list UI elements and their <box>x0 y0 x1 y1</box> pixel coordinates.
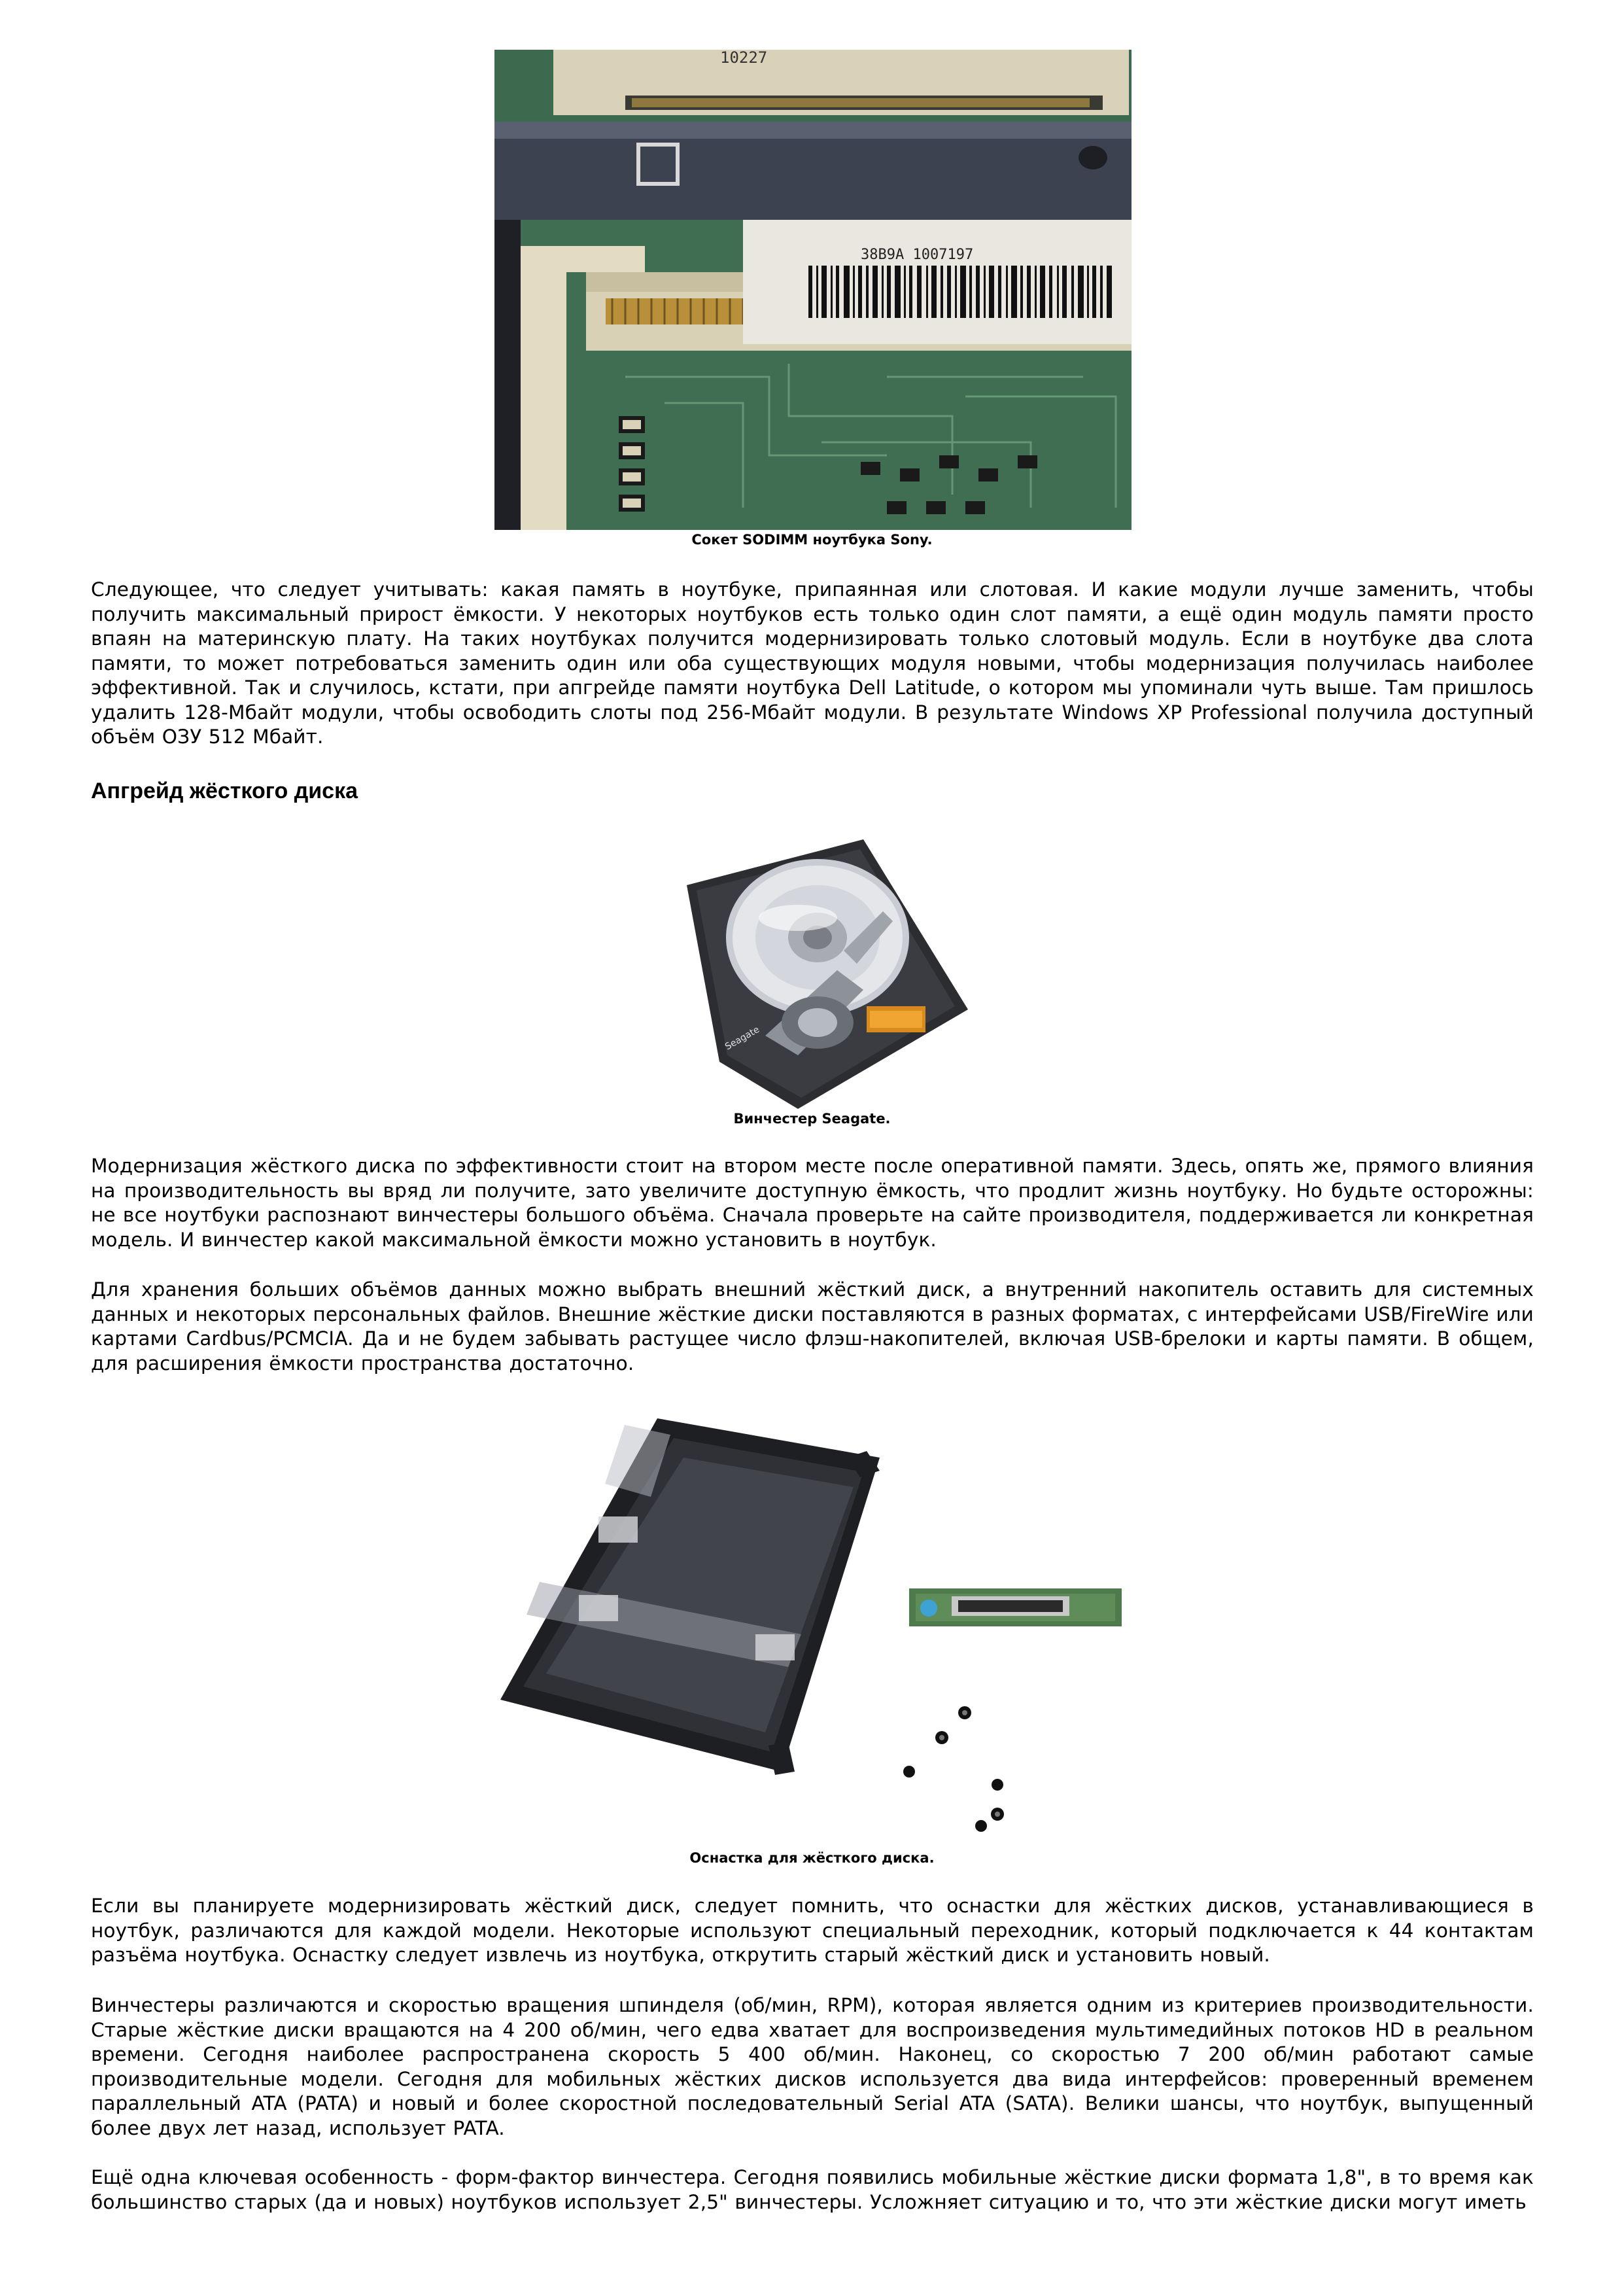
figure-sodimm-socket <box>0 50 1624 530</box>
figure-hard-drive-caddy <box>0 1418 1624 1845</box>
paragraph: Ещё одна ключевая особенность - форм-фактор винчестера. Сегодня появились мобильные жёсткие диски формата 1,8", в то время как большинство старых (да и новых) ноутбуков использует 2,5" винчестеры. Усложняет ситуацию и то, что эти жёсткие диски могут иметь <box>91 2166 1534 2213</box>
paragraph: Если вы планируете модернизировать жёсткий диск, следует помнить, что оснастки для жёстких дисков, устанавливающиеся в ноутбук, различаются для каждой модели. Некоторые используют специальный переходник, который подключается к 44 контактам разъёма ноутбука. Оснастку следует извлечь из ноутбука, открутить старый жёсткий диск и установить новый. <box>91 1895 1534 1966</box>
paragraph: Модернизация жёсткого диска по эффективности стоит на втором месте после оперативной памяти. Здесь, опять же, прямого влияния на производительность вы вряд ли получите, зато увеличите доступную ёмкость, что продлит жизнь ноутбуку. Но будьте осторожны: не все ноутбуки распознают винчестеры большого объёма. Сначала проверьте на сайте производителя, поддерживается ли конкретная модель. И винчестер какой максимальной ёмкости можно установить в ноутбук. <box>91 1155 1534 1251</box>
figure-text-barcode: 38B9A 1007197 <box>861 247 974 263</box>
paragraph: Следующее, что следует учитывать: какая память в ноутбуке, припаянная или слотовая. И какие модули лучше заменить, чтобы получить максимальный прирост ёмкости. У некоторых ноутбуков есть только один слот памяти, а ещё один модуль памяти просто впаян на материнскую плату. На таких ноутбуках получится модернизировать только слотовый модуль. Если в ноутбуке два слота памяти, то может потребоваться заменить один или оба существующих модуля новыми, чтобы модернизация получилась наиболее эффективной. Так и случилось, кстати, при апгрейде памяти ноутбука Dell Latitude, о котором мы упоминали чуть выше. Там пришлось удалить 128-Мбайт модули, чтобы освободить слоты под 256-Мбайт модули. В результате Windows XP Professional получила доступный объём ОЗУ 512 Мбайт. <box>91 578 1534 748</box>
hard-drive-photo <box>0 839 1624 1109</box>
figure-text-seagate: Seagate <box>723 1024 761 1053</box>
sodimm-socket-photo <box>0 50 1624 530</box>
hard-drive-caddy-photo <box>0 1418 1624 1845</box>
figure-caption: Оснастка для жёсткого диска. <box>689 1850 935 1866</box>
figure-caption: Сокет SODIMM ноутбука Sony. <box>691 532 933 548</box>
figure-text-10227: 10227 <box>720 50 768 67</box>
paragraph: Для хранения больших объёмов данных можно выбрать внешний жёсткий диск, а внутренний накопитель оставить для системных данных и некоторых персональных файлов. Внешние жёсткие диски поставляются в разных форматах, с интерфейсами USB/FireWire или картами Cardbus/PCMCIA. Да и не будем забывать растущее число флэш-накопителей, включая USB-брелоки и карты памяти. В общем, для расширения ёмкости пространства достаточно. <box>91 1278 1534 1375</box>
figure-hard-drive <box>0 839 1624 1109</box>
section-heading: Апгрейд жёсткого диска <box>91 779 358 803</box>
paragraph: Винчестеры различаются и скоростью вращения шпинделя (об/мин, RPM), которая является одним из критериев производительности. Старые жёсткие диски вращаются на 4 200 об/мин, чего едва хватает для воспроизведения мультимедийных потоков HD в реальном времени. Сегодня наиболее распространена скорость 5 400 об/мин. Наконец, со скоростью 7 200 об/мин работают самые производительные модели. Сегодня для мобильных жёстких дисков используется два вида интерфейсов: проверенный временем параллельный ATA (PATA) и новый и более скоростной последовательный Serial ATA (SATA). Велики шансы, что ноутбук, выпущенный более двух лет назад, использует PATA. <box>91 1994 1534 2139</box>
figure-caption: Винчестер Seagate. <box>733 1111 891 1127</box>
